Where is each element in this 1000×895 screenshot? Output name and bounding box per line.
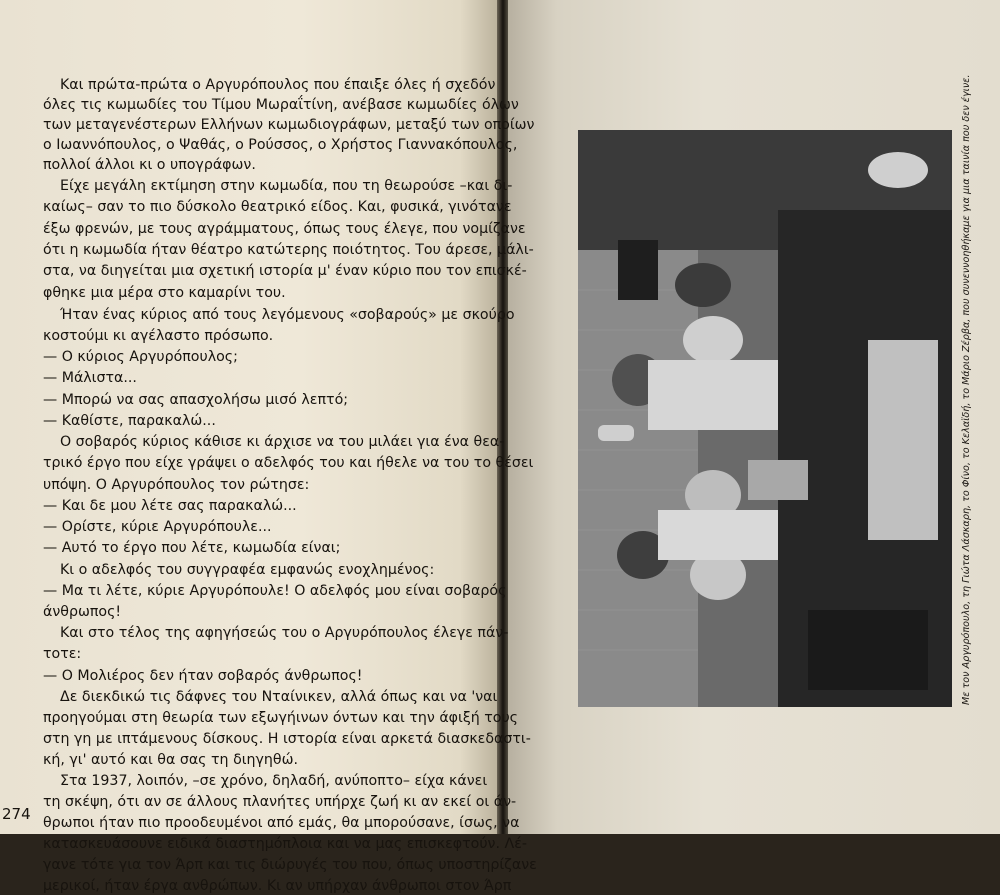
text-line: Στα 1937, λοιπόν, –σε χρόνο, δηλαδή, ανύποπτο– είχα κάνει [60, 773, 488, 789]
text-line: Και πρώτα-πρώτα ο Αργυρόπουλος που έπαιξε όλες ή σχεδόν [60, 77, 496, 93]
text-line: — Και δε μου λέτε σας παρακαλώ... [43, 498, 297, 514]
text-line: ότι η κωμωδία ήταν θέατρο κατώτερης ποιότητος. Του άρεσε, μάλι- [43, 242, 534, 258]
text-line: — Μπορώ να σας απασχολήσω μισό λεπτό; [43, 392, 349, 408]
text-line: — Καθίστε, παρακαλώ... [43, 413, 216, 429]
text-line: στη γη με ιπτάμενους δίσκους. Η ιστορία είναι αρκετά διασκεδαστι- [43, 731, 531, 747]
text-line: Κι ο αδελφός του συγγραφέα εμφανώς ενοχλημένος: [60, 562, 435, 578]
text-line: μερικοί, ήταν έργα ανθρώπων. Κι αν υπήρχαν άνθρωποι στον Άρπ [43, 878, 512, 894]
text-line: Είχε μεγάλη εκτίμηση στην κωμωδία, που τη θεωρούσε –και δι- [60, 178, 513, 194]
text-line: κατασκευάσουνε ειδικά διαστημόπλοια και να μας επισκεφτούν. Λέ- [43, 836, 527, 852]
photo-illustration [578, 130, 952, 707]
text-line: — Ο κύριος Αργυρόπουλος; [43, 349, 238, 365]
text-line: Δε διεκδικώ τις δάφνες του Νταίνικεν, αλλά όπως και να 'ναι [60, 689, 498, 705]
text-line: θρωποι ήταν πιο προοδευμένοι από εμάς, θα μπορούσανε, ίσως, να [43, 815, 520, 831]
text-line: κοστούμι κι αγέλαστο πρόσωπο. [43, 328, 274, 344]
text-line: τοτε: [43, 646, 82, 662]
text-line: έξω φρενών, με τους αγράμματους, όπως τους έλεγε, που νομίζανε [43, 221, 526, 237]
text-line: — Μα τι λέτε, κύριε Αργυρόπουλε! Ο αδελφός μου είναι σοβαρός [43, 583, 507, 599]
text-line: — Ο Μολιέρος δεν ήταν σοβαρός άνθρωπος! [43, 668, 363, 684]
text-line: γανε τότε για τον Άρπ και τις διώρυγές του που, όπως υποστηρίζανε [43, 857, 537, 873]
text-line: άνθρωπος! [43, 604, 122, 620]
text-line: — Αυτό το έργο που λέτε, κωμωδία είναι; [43, 540, 341, 556]
text-line: Ο σοβαρός κύριος κάθισε κι άρχισε να του μιλάει για ένα θεα- [60, 434, 505, 450]
text-line: προηγούμαι στη θεωρία των εξωγήινων όντων και την άφιξή τους [43, 710, 519, 726]
text-line: όλες τις κωμωδίες του Τίμου Μωραΐτίνη, ανέβασε κωμωδίες όλων [43, 97, 519, 113]
text-line: φθηκε μια μέρα στο καμαρίνι του. [43, 285, 286, 301]
page-number: 274 [2, 805, 31, 823]
text-line: τη σκέψη, ότι αν σε άλλους πλανήτες υπήρχε ζωή κι αν εκεί οι άν- [43, 794, 517, 810]
group-photo [578, 130, 952, 707]
text-line: των μεταγενέστερων Ελλήνων κωμωδιογράφων, μεταξύ των οποίων [43, 117, 535, 133]
text-line: υπόψη. Ο Αργυρόπουλος τον ρώτησε: [43, 477, 310, 493]
text-line: Ήταν ένας κύριος από τους λεγόμενους «σοβαρούς» με σκούρο [60, 307, 515, 323]
text-line: πολλοί άλλοι κι ο υπογράφων. [43, 157, 256, 173]
text-line: τρικό έργο που είχε γράψει ο αδελφός του και ήθελε να του το θέσει [43, 455, 534, 471]
text-line: κή, γι' αυτό και θα σας τη διηγηθώ. [43, 752, 298, 768]
text-line: στα, να διηγείται μια σχετική ιστορία μ' έναν κύριο που τον επισκέ- [43, 263, 527, 279]
text-line: Και στο τέλος της αφηγήσεώς του ο Αργυρόπουλος έλεγε πάν- [60, 625, 509, 641]
text-line: — Μάλιστα... [43, 370, 137, 386]
photo-caption: Με τον Αργυρόπουλο, τη Γιώτα Λάσκαρη, το Φίνο, το Κελαϊδή, το Μάριο Ζέρβα, που συνεννοηθήκαμε για μια ταινία που δεν έγινε. [961, 74, 972, 705]
text-line: — Ορίστε, κύριε Αργυρόπουλε... [43, 519, 272, 535]
text-line: ο Ιωαννόπουλος, ο Ψαθάς, ο Ρούσσος, ο Χρήστος Γιαννακόπουλος, [43, 137, 518, 153]
text-line: καίως– σαν το πιο δύσκολο θεατρικό είδος. Και, φυσικά, γινότανε [43, 199, 512, 215]
